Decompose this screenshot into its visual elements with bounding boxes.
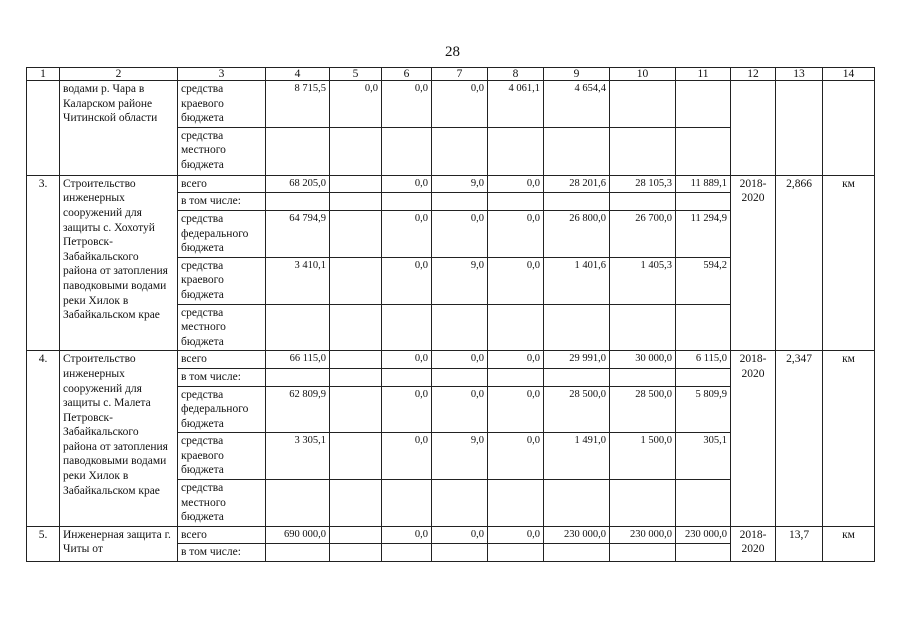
funding-source: средства местного бюджета	[178, 480, 266, 527]
amount-cell: 0,0	[382, 257, 432, 304]
item-name: Строительство инженерных сооружений для защиты с. Малета Петровск-Забайкальского района от затопления паводковыми водами реки Хилок в Забайкальском крае	[60, 351, 178, 527]
amount-cell	[544, 193, 610, 211]
item-years	[731, 81, 776, 176]
amount-cell	[432, 368, 488, 386]
amount-cell	[382, 127, 432, 175]
amount-cell	[676, 480, 731, 527]
amount-cell: 690 000,0	[266, 526, 330, 544]
column-number: 1	[27, 68, 60, 81]
amount-cell: 0,0	[488, 386, 544, 433]
amount-cell	[382, 193, 432, 211]
amount-cell	[610, 81, 676, 128]
amount-cell	[488, 480, 544, 527]
item-unit: км	[823, 351, 875, 527]
amount-cell	[266, 368, 330, 386]
amount-cell	[330, 433, 382, 480]
amount-cell: 0,0	[488, 526, 544, 544]
amount-cell	[544, 544, 610, 562]
amount-cell: 68 205,0	[266, 175, 330, 193]
amount-cell	[610, 368, 676, 386]
funding-source: в том числе:	[178, 193, 266, 211]
amount-cell	[330, 368, 382, 386]
amount-cell: 0,0	[488, 351, 544, 369]
amount-cell	[544, 368, 610, 386]
item-name: Инженерная защита г. Читы от	[60, 526, 178, 561]
funding-source: средства местного бюджета	[178, 127, 266, 175]
amount-cell: 28 500,0	[610, 386, 676, 433]
amount-cell: 28 105,3	[610, 175, 676, 193]
column-number: 2	[60, 68, 178, 81]
column-number: 14	[823, 68, 875, 81]
amount-cell	[330, 210, 382, 257]
funding-source: всего	[178, 351, 266, 369]
amount-cell	[382, 544, 432, 562]
column-number: 8	[488, 68, 544, 81]
amount-cell	[488, 127, 544, 175]
amount-cell: 28 201,6	[544, 175, 610, 193]
amount-cell	[676, 544, 731, 562]
amount-cell: 26 800,0	[544, 210, 610, 257]
amount-cell: 1 401,6	[544, 257, 610, 304]
item-index	[27, 81, 60, 176]
amount-cell: 28 500,0	[544, 386, 610, 433]
amount-cell	[382, 480, 432, 527]
amount-cell: 3 410,1	[266, 257, 330, 304]
amount-cell	[676, 304, 731, 351]
amount-cell: 9,0	[432, 257, 488, 304]
amount-cell: 0,0	[432, 210, 488, 257]
column-number-row	[27, 68, 875, 81]
amount-cell: 4 061,1	[488, 81, 544, 128]
amount-cell	[488, 368, 544, 386]
amount-cell: 0,0	[382, 386, 432, 433]
table-row	[27, 175, 875, 193]
table-row	[27, 526, 875, 544]
amount-cell	[432, 127, 488, 175]
column-number: 13	[776, 68, 823, 81]
amount-cell	[676, 193, 731, 211]
amount-cell: 29 991,0	[544, 351, 610, 369]
funding-source: в том числе:	[178, 544, 266, 562]
table-row	[27, 81, 875, 128]
amount-cell	[544, 304, 610, 351]
amount-cell	[382, 368, 432, 386]
item-name: водами р. Чара в Каларском районе Читинской области	[60, 81, 178, 176]
amount-cell	[488, 304, 544, 351]
amount-cell: 11 294,9	[676, 210, 731, 257]
amount-cell: 0,0	[330, 81, 382, 128]
amount-cell	[330, 127, 382, 175]
amount-cell	[330, 480, 382, 527]
amount-cell	[432, 193, 488, 211]
amount-cell: 0,0	[382, 81, 432, 128]
amount-cell: 0,0	[382, 526, 432, 544]
amount-cell: 8 715,5	[266, 81, 330, 128]
item-years: 2018-2020	[731, 351, 776, 527]
item-length: 2,866	[776, 175, 823, 351]
column-number: 5	[330, 68, 382, 81]
amount-cell: 0,0	[488, 433, 544, 480]
funding-source: в том числе:	[178, 368, 266, 386]
item-length: 2,347	[776, 351, 823, 527]
amount-cell: 9,0	[432, 433, 488, 480]
page-number: 28	[445, 44, 460, 60]
amount-cell	[610, 480, 676, 527]
table-row	[27, 351, 875, 369]
item-years: 2018-2020	[731, 175, 776, 351]
amount-cell	[266, 544, 330, 562]
amount-cell	[266, 127, 330, 175]
amount-cell	[432, 304, 488, 351]
amount-cell: 1 491,0	[544, 433, 610, 480]
amount-cell	[610, 127, 676, 175]
item-index: 5.	[27, 526, 60, 561]
amount-cell: 1 405,3	[610, 257, 676, 304]
item-length	[776, 81, 823, 176]
amount-cell	[610, 304, 676, 351]
amount-cell	[266, 304, 330, 351]
amount-cell	[432, 544, 488, 562]
amount-cell: 26 700,0	[610, 210, 676, 257]
amount-cell: 305,1	[676, 433, 731, 480]
amount-cell: 62 809,9	[266, 386, 330, 433]
funding-source: всего	[178, 526, 266, 544]
amount-cell	[610, 193, 676, 211]
amount-cell	[330, 175, 382, 193]
amount-cell: 230 000,0	[676, 526, 731, 544]
amount-cell: 30 000,0	[610, 351, 676, 369]
amount-cell: 230 000,0	[544, 526, 610, 544]
amount-cell: 0,0	[488, 210, 544, 257]
amount-cell: 0,0	[432, 526, 488, 544]
column-number: 3	[178, 68, 266, 81]
amount-cell	[266, 193, 330, 211]
amount-cell: 1 500,0	[610, 433, 676, 480]
amount-cell: 0,0	[382, 210, 432, 257]
item-name: Строительство инженерных сооружений для защиты с. Хохотуй Петровск-Забайкальского района от затопления паводковыми водами реки Хилок в Забайкальском крае	[60, 175, 178, 351]
amount-cell	[676, 81, 731, 128]
amount-cell: 66 115,0	[266, 351, 330, 369]
amount-cell: 594,2	[676, 257, 731, 304]
funding-source: средства краевого бюджета	[178, 433, 266, 480]
column-number: 9	[544, 68, 610, 81]
amount-cell	[488, 544, 544, 562]
amount-cell	[676, 368, 731, 386]
funding-source: всего	[178, 175, 266, 193]
amount-cell	[330, 304, 382, 351]
amount-cell	[330, 544, 382, 562]
amount-cell: 0,0	[382, 433, 432, 480]
amount-cell	[330, 257, 382, 304]
amount-cell: 0,0	[382, 175, 432, 193]
amount-cell: 6 115,0	[676, 351, 731, 369]
amount-cell: 3 305,1	[266, 433, 330, 480]
amount-cell: 0,0	[432, 386, 488, 433]
amount-cell	[330, 526, 382, 544]
amount-cell: 0,0	[432, 81, 488, 128]
amount-cell: 0,0	[432, 351, 488, 369]
amount-cell	[610, 544, 676, 562]
funding-source: средства местного бюджета	[178, 304, 266, 351]
column-number: 11	[676, 68, 731, 81]
amount-cell: 230 000,0	[610, 526, 676, 544]
amount-cell	[330, 193, 382, 211]
amount-cell	[676, 127, 731, 175]
amount-cell: 64 794,9	[266, 210, 330, 257]
amount-cell: 4 654,4	[544, 81, 610, 128]
item-unit: км	[823, 526, 875, 561]
amount-cell	[330, 386, 382, 433]
amount-cell	[330, 351, 382, 369]
funding-source: средства краевого бюджета	[178, 81, 266, 128]
amount-cell: 9,0	[432, 175, 488, 193]
funding-source: средства федерального бюджета	[178, 386, 266, 433]
column-number: 7	[432, 68, 488, 81]
column-number: 4	[266, 68, 330, 81]
item-index: 4.	[27, 351, 60, 527]
column-number: 6	[382, 68, 432, 81]
amount-cell	[544, 127, 610, 175]
amount-cell: 0,0	[488, 175, 544, 193]
funding-source: средства федерального бюджета	[178, 210, 266, 257]
amount-cell	[432, 480, 488, 527]
amount-cell	[382, 304, 432, 351]
column-number: 12	[731, 68, 776, 81]
item-unit: км	[823, 175, 875, 351]
amount-cell: 0,0	[488, 257, 544, 304]
amount-cell: 5 809,9	[676, 386, 731, 433]
amount-cell	[544, 480, 610, 527]
item-length: 13,7	[776, 526, 823, 561]
amount-cell	[266, 480, 330, 527]
item-unit	[823, 81, 875, 176]
budget-table	[26, 67, 875, 562]
item-index: 3.	[27, 175, 60, 351]
funding-source: средства краевого бюджета	[178, 257, 266, 304]
amount-cell	[488, 193, 544, 211]
column-number: 10	[610, 68, 676, 81]
amount-cell: 0,0	[382, 351, 432, 369]
item-years: 2018-2020	[731, 526, 776, 561]
amount-cell: 11 889,1	[676, 175, 731, 193]
